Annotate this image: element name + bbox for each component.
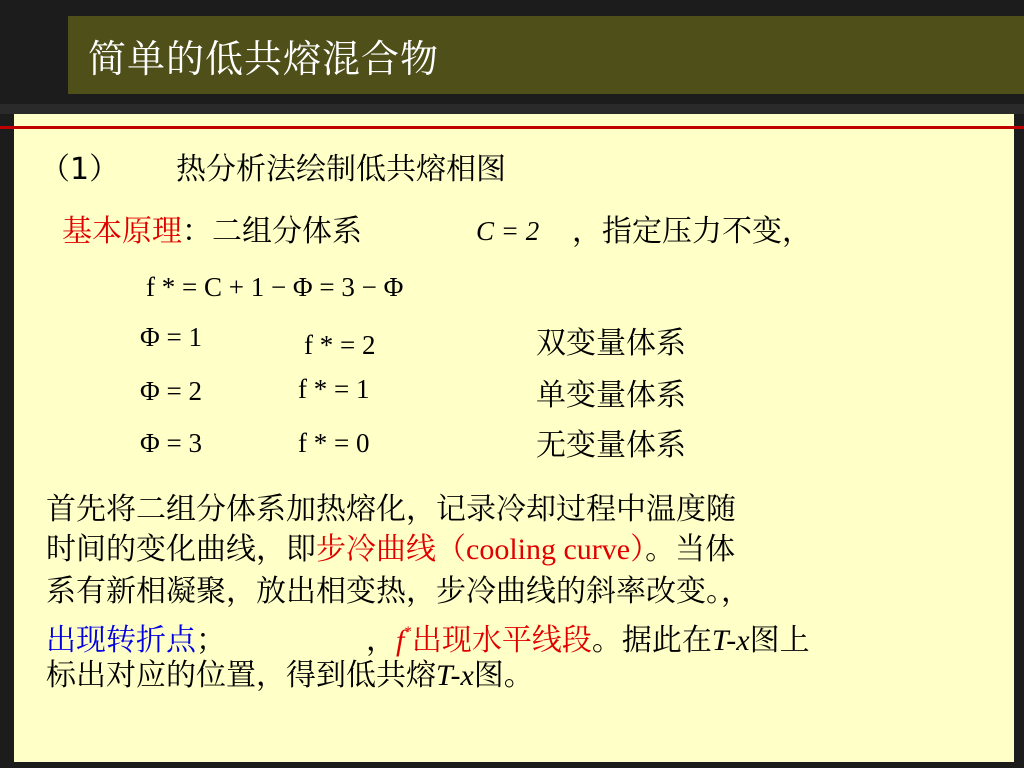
principle-colon: ： [182,214,212,249]
turning-point-term: 出现转折点 [46,623,196,658]
case-3-f: f * = 0 [298,428,370,458]
case-1-desc: 双变量体系 [536,326,686,361]
principle-label: 基本原理 [62,214,182,249]
case-2-phi: Φ = 2 [140,376,202,406]
cooling-curve-english: （cooling curve） [436,533,646,566]
paragraph-line-4-e: 。据此在 [591,623,712,658]
paragraph-line-2-d: 。当体 [645,532,736,567]
horizontal-segment-term: 出现水平线段 [411,623,592,658]
paragraph-line-4-tx: T-x [711,624,750,657]
paragraph-line-5-b: 图。 [473,658,534,693]
paragraph-line-4-semicolon: ； [196,623,226,658]
header-divider-dark [0,104,1024,114]
cooling-curve-term: 步冷曲线 [316,532,436,567]
phase-rule-equation: f * = C + 1 − Φ = 3 − Φ [146,272,404,302]
slide-title: 简单的低共熔混合物 [88,36,440,81]
paragraph-line-5 [46,656,534,696]
case-1-phi: Φ = 1 [140,322,202,352]
bottom-frame [0,762,1024,768]
section-heading: 热分析法绘制低共熔相图 [176,152,506,187]
header-divider-red [0,126,1024,129]
inline-f-symbol [396,624,412,657]
paragraph-line-2 [46,530,735,570]
component-condition: C = 2 [476,216,540,246]
paragraph-line-5-a: 标出对应的位置，得到低共熔 [46,658,436,693]
paragraph-line-1: 首先将二组分体系加热熔化，记录冷却过程中温度随 [46,492,736,527]
principle-text-2: ，指定压力不变， [572,214,812,249]
case-1-f: f * = 2 [304,330,376,360]
case-2-f: f * = 1 [298,374,370,404]
section-number: （1） [40,152,120,187]
paragraph-line-4-comma: ， [366,623,396,658]
right-frame [1014,0,1024,768]
paragraph-line-3: 系有新相凝聚，放出相变热，步冷曲线的斜率改变。， [46,574,751,609]
inline-f-star: * [404,624,412,640]
paragraph-line-4 [46,612,810,661]
paragraph-line-2-a: 时间的变化曲线，即 [46,532,316,567]
inline-f-letter: f [396,624,405,657]
paragraph-line-5-tx: T-x [436,659,474,692]
case-2-desc: 单变量体系 [536,378,686,413]
principle-text-1: 二组分体系 [212,214,362,249]
left-frame [0,0,14,768]
case-3-phi: Φ = 3 [140,428,202,458]
principle-line [62,214,362,250]
title-bar [68,16,1024,94]
paragraph-line-4-g: 图上 [749,623,810,658]
case-3-desc: 无变量体系 [536,428,686,463]
